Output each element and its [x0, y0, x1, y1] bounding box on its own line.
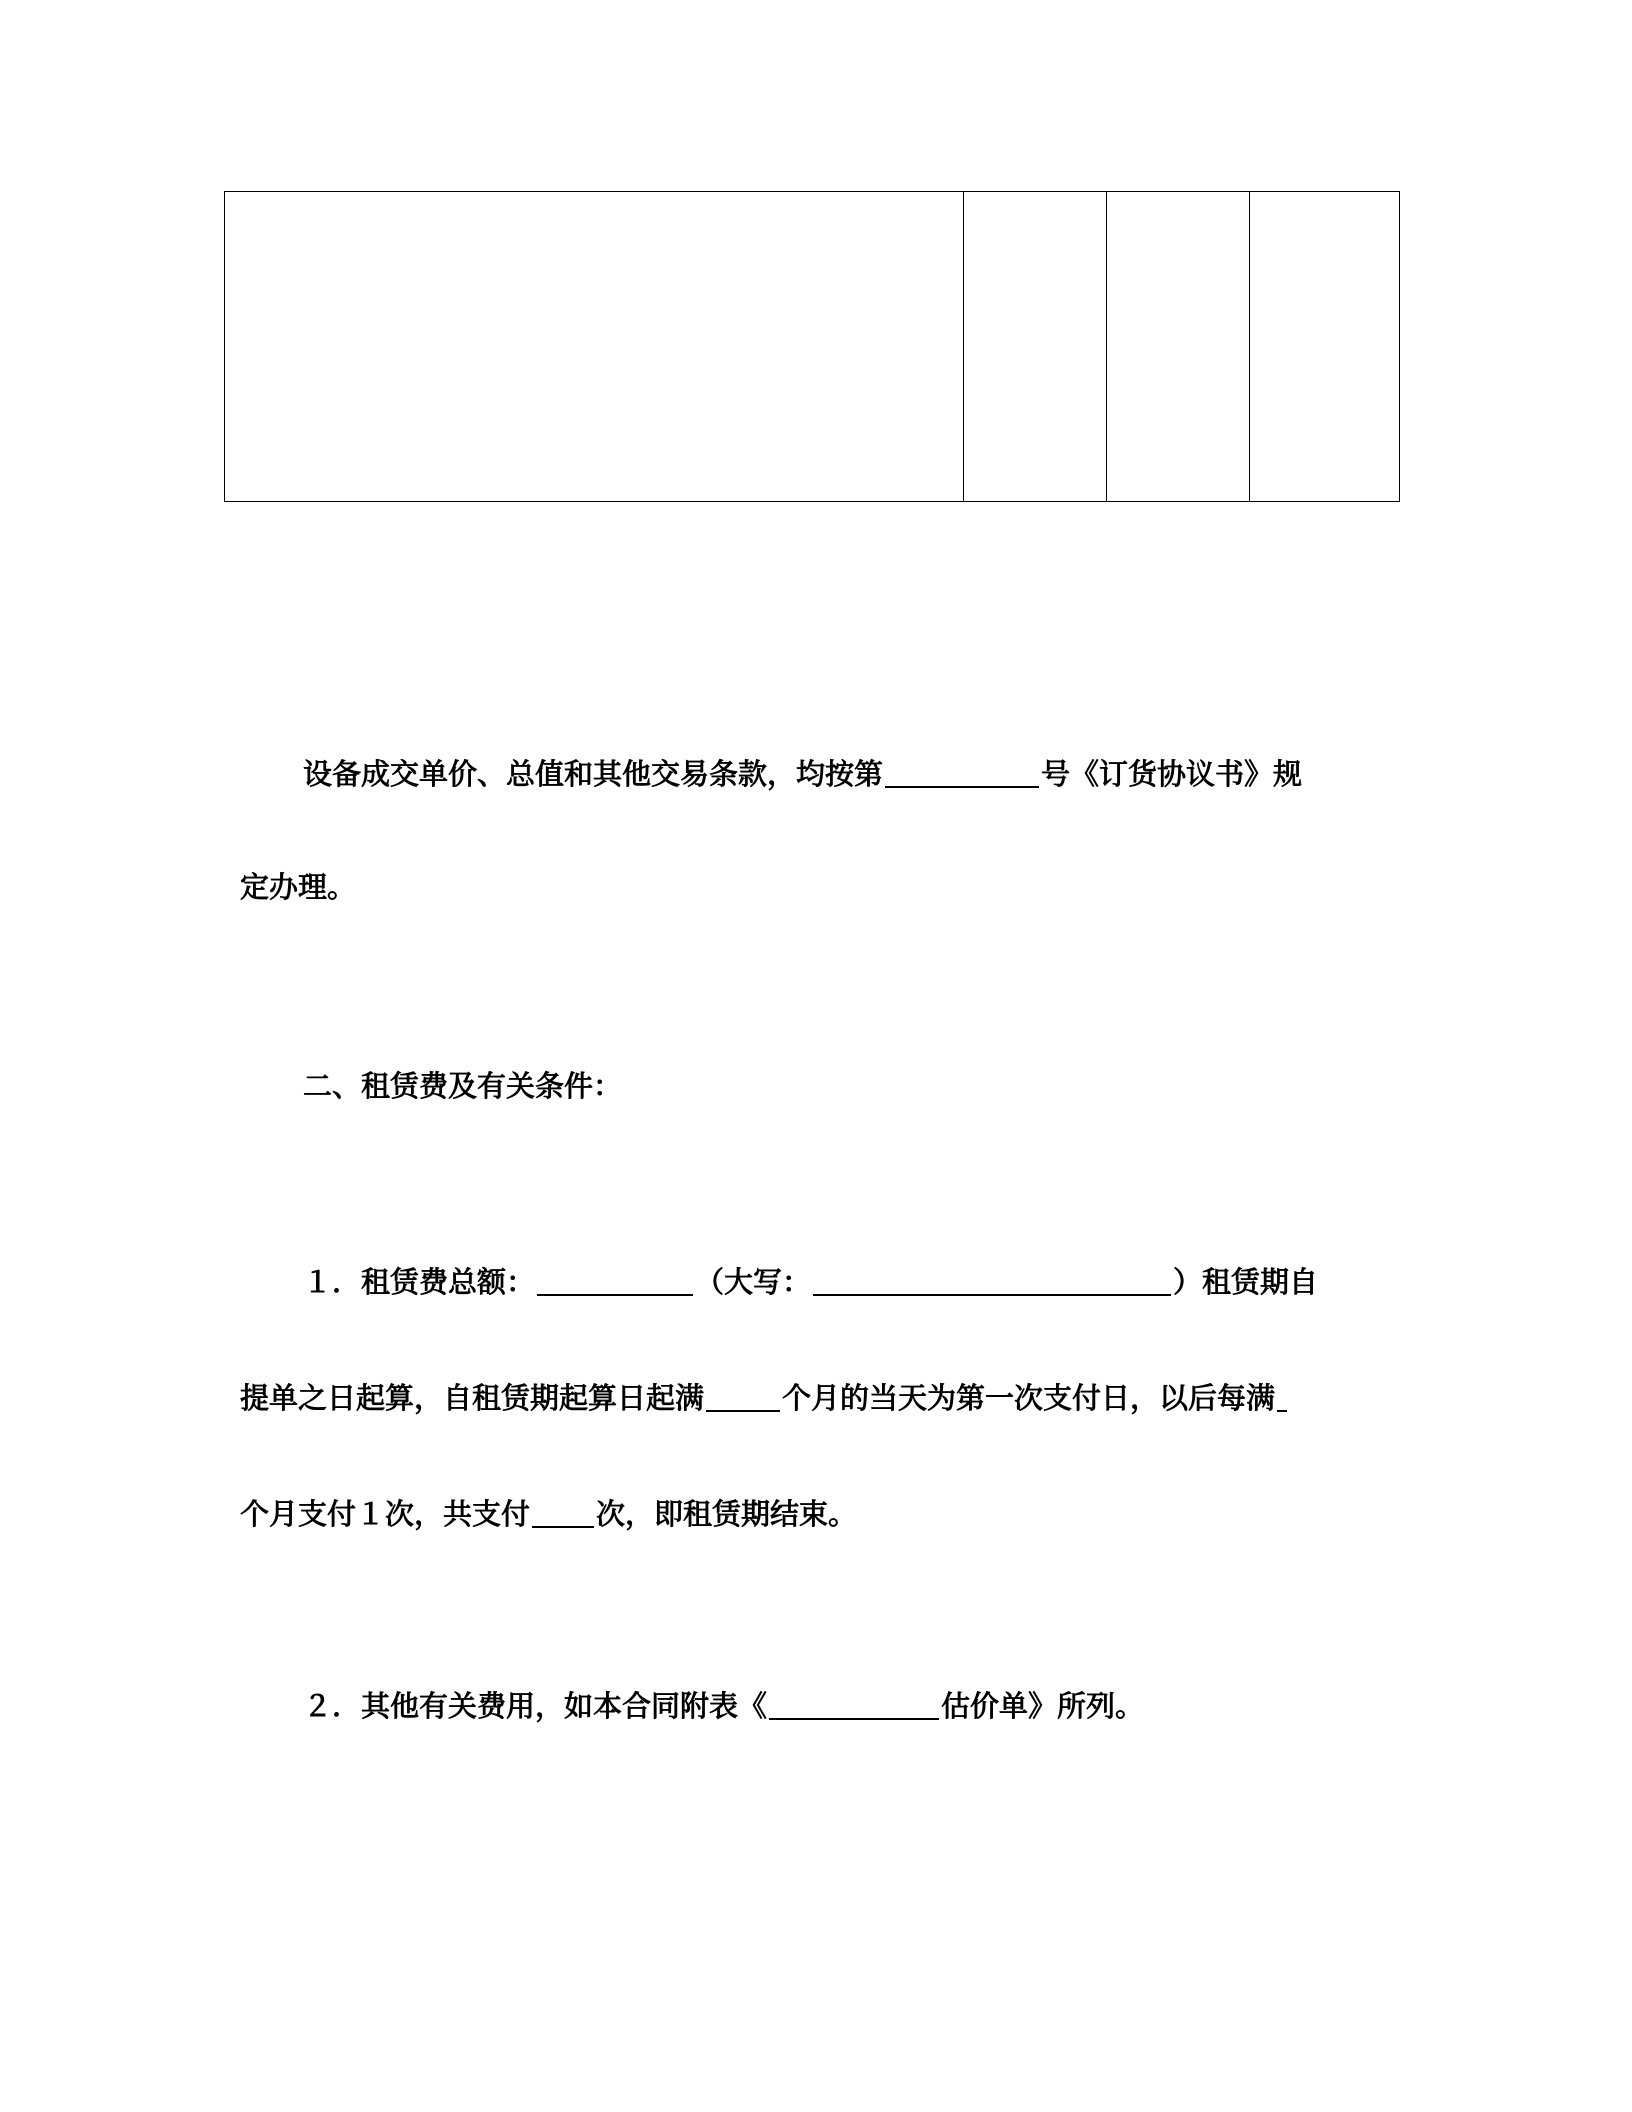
total-rent-blank[interactable] — [537, 1266, 693, 1296]
paragraph-line — [303, 754, 1302, 794]
item-text: 个月的当天为第一次支付日，以后每满 — [782, 1381, 1276, 1415]
item-line — [240, 1494, 857, 1534]
first-payment-months-blank[interactable] — [706, 1382, 780, 1412]
item-text: （大写： — [695, 1265, 812, 1299]
payment-interval-blank[interactable] — [1277, 1382, 1287, 1412]
paragraph-text: 设备成交单价、总值和其他交易条款，均按第 — [303, 757, 884, 791]
paragraph-line — [240, 867, 356, 907]
item-text: ２．其他有关费用，如本合同附表《 — [303, 1689, 768, 1723]
table-column-divider — [1249, 192, 1250, 501]
item-line — [303, 1686, 1144, 1726]
item-text: 个月支付１次，共支付 — [240, 1497, 531, 1531]
item-text: ）租赁期自 — [1173, 1265, 1319, 1299]
order-number-blank[interactable] — [885, 758, 1039, 788]
item-text: 提单之日起算，自租赁期起算日起满 — [240, 1381, 705, 1415]
amount-in-words-blank[interactable] — [813, 1266, 1171, 1296]
section-heading — [303, 1066, 622, 1106]
estimate-name-blank[interactable] — [769, 1690, 939, 1720]
table-column-divider — [963, 192, 964, 501]
item-text: １．租赁费总额： — [303, 1265, 536, 1299]
item-text: 次，即租赁期结束。 — [596, 1497, 858, 1531]
item-line — [240, 1378, 1289, 1418]
equipment-table — [224, 191, 1400, 502]
paragraph-text: 定办理。 — [240, 870, 357, 904]
item-line — [303, 1262, 1318, 1302]
section-heading-text: 二、租赁费及有关条件： — [303, 1069, 623, 1103]
paragraph-text: 号《订货协议书》规 — [1041, 757, 1303, 791]
item-text: 估价单》所列。 — [941, 1689, 1145, 1723]
table-column-divider — [1106, 192, 1107, 501]
payment-count-blank[interactable] — [532, 1498, 594, 1528]
